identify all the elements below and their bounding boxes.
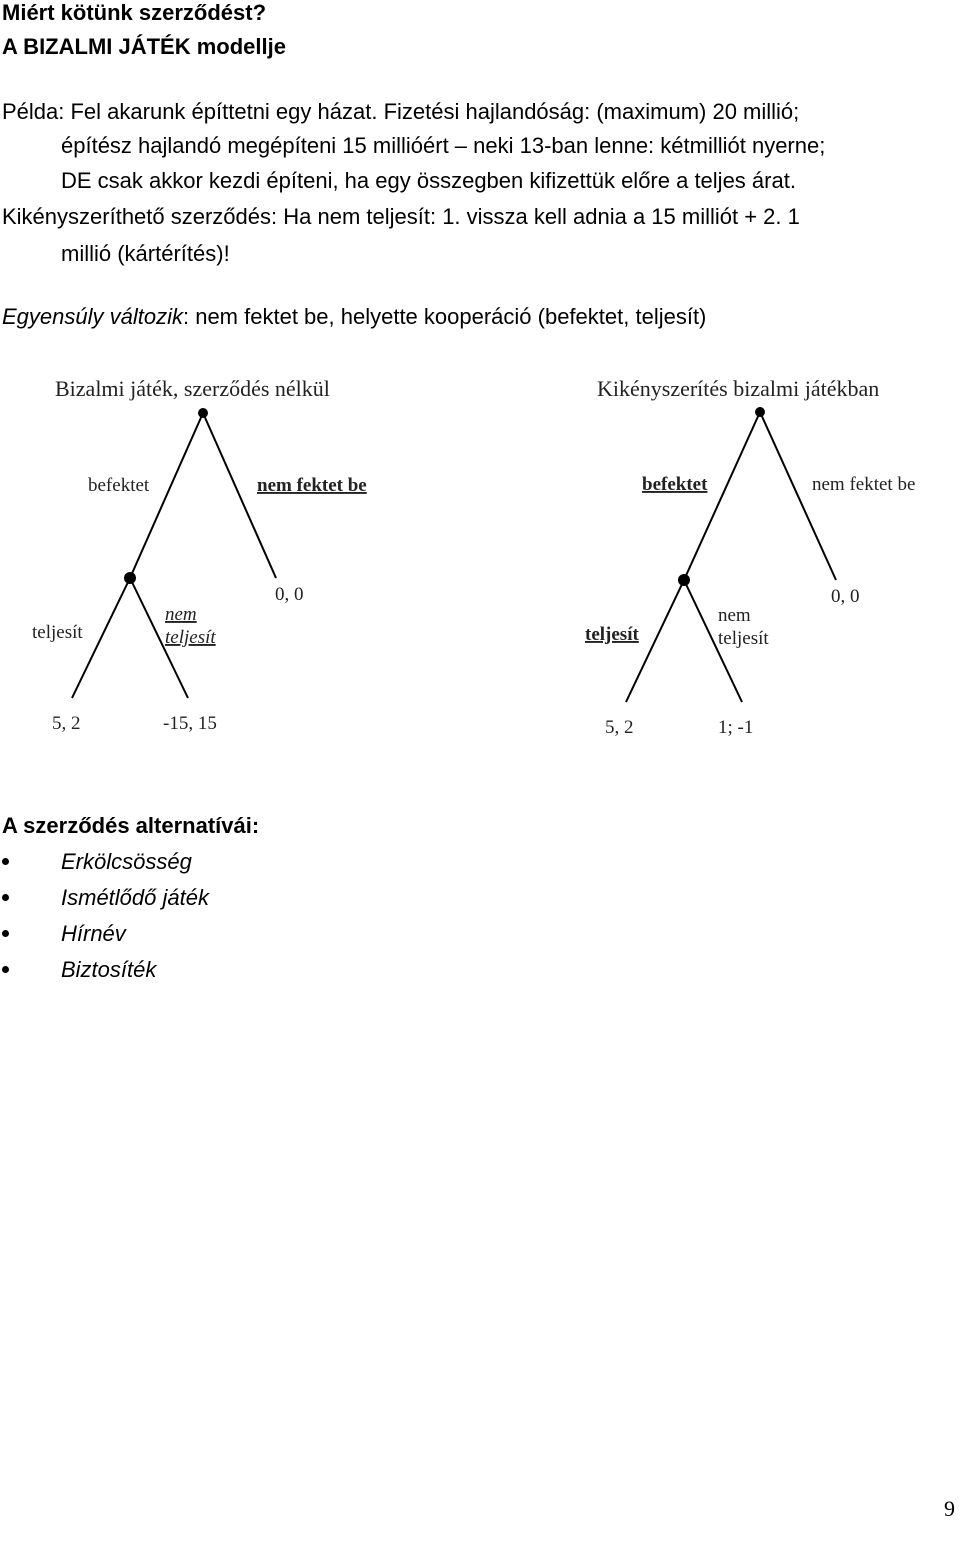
alternatives-item: Ismétlődő játék xyxy=(61,885,209,910)
page-title: Miért kötünk szerződést? xyxy=(2,0,267,25)
tree-right-perform-label: teljesít xyxy=(585,624,639,645)
equilibrium-text: : nem fektet be, helyette kooperáció (befektet, teljesít) xyxy=(182,304,707,329)
tree-left-root-node xyxy=(198,408,208,418)
tree-left-payoff-not-perform: -15, 15 xyxy=(163,713,217,734)
tree-left-payoff-out: 0, 0 xyxy=(275,584,304,605)
tree-right-not-perform-label-2: teljesít xyxy=(718,628,769,649)
tree-right-payoff-not-perform: 1; -1 xyxy=(718,717,754,738)
tree-left-perform-label: teljesít xyxy=(32,622,83,643)
tree-left-not-perform-label-1: nem xyxy=(165,604,197,625)
bullet-icon xyxy=(2,858,9,865)
alternatives-item: Biztosíték xyxy=(61,957,157,982)
alternatives-heading: A szerződés alternatívái: xyxy=(2,813,260,838)
enforceable-line-1: Kikényszeríthető szerződés: Ha nem teljesít: 1. vissza kell adnia a 15 milliót + 2. 1 xyxy=(2,204,800,229)
tree-left-second-node xyxy=(124,572,136,584)
tree-left-diagram xyxy=(0,360,420,760)
tree-right-branch-not-invest xyxy=(760,412,836,580)
tree-left-title: Bizalmi játék, szerződés nélkül xyxy=(55,376,330,401)
tree-right-payoff-perform: 5, 2 xyxy=(605,717,634,738)
tree-right-not-invest-label: nem fektet be xyxy=(812,474,916,495)
tree-right-diagram xyxy=(560,360,960,760)
bullet-icon xyxy=(2,894,9,901)
tree-left-not-invest-label: nem fektet be xyxy=(257,475,367,496)
bullet-icon xyxy=(2,966,9,973)
enforceable-line-2: millió (kártérítés)! xyxy=(61,241,230,266)
tree-right-second-node xyxy=(678,574,690,586)
example-line-3: DE csak akkor kezdi építeni, ha egy összegben kifizettük előre a teljes árat. xyxy=(61,168,796,193)
tree-right-not-perform-label-1: nem xyxy=(718,605,751,626)
alternatives-item: Erkölcsösség xyxy=(61,849,192,874)
tree-left-not-perform-label-2: teljesít xyxy=(165,627,216,648)
equilibrium-line xyxy=(2,306,706,328)
tree-left-payoff-perform: 5, 2 xyxy=(52,713,81,734)
tree-right-title: Kikényszerítés bizalmi játékban xyxy=(597,376,880,401)
tree-left-invest-label: befektet xyxy=(88,475,150,496)
tree-right-branch-invest xyxy=(684,412,760,580)
page-subtitle: A BIZALMI JÁTÉK modellje xyxy=(2,34,286,59)
alternatives-item: Hírnév xyxy=(61,921,126,946)
page-number: 9 xyxy=(944,1496,955,1521)
example-line-2: építész hajlandó megépíteni 15 millióért – neki 13-ban lenne: kétmilliót nyerne; xyxy=(61,133,826,158)
example-line-1: Példa: Fel akarunk építtetni egy házat. Fizetési hajlandóság: (maximum) 20 millió; xyxy=(2,99,800,124)
tree-right-invest-label: befektet xyxy=(642,474,708,495)
tree-right-payoff-out: 0, 0 xyxy=(831,586,860,607)
tree-right-root-node xyxy=(755,407,765,417)
bullet-icon xyxy=(2,930,9,937)
equilibrium-label: Egyensúly változik xyxy=(2,304,183,329)
